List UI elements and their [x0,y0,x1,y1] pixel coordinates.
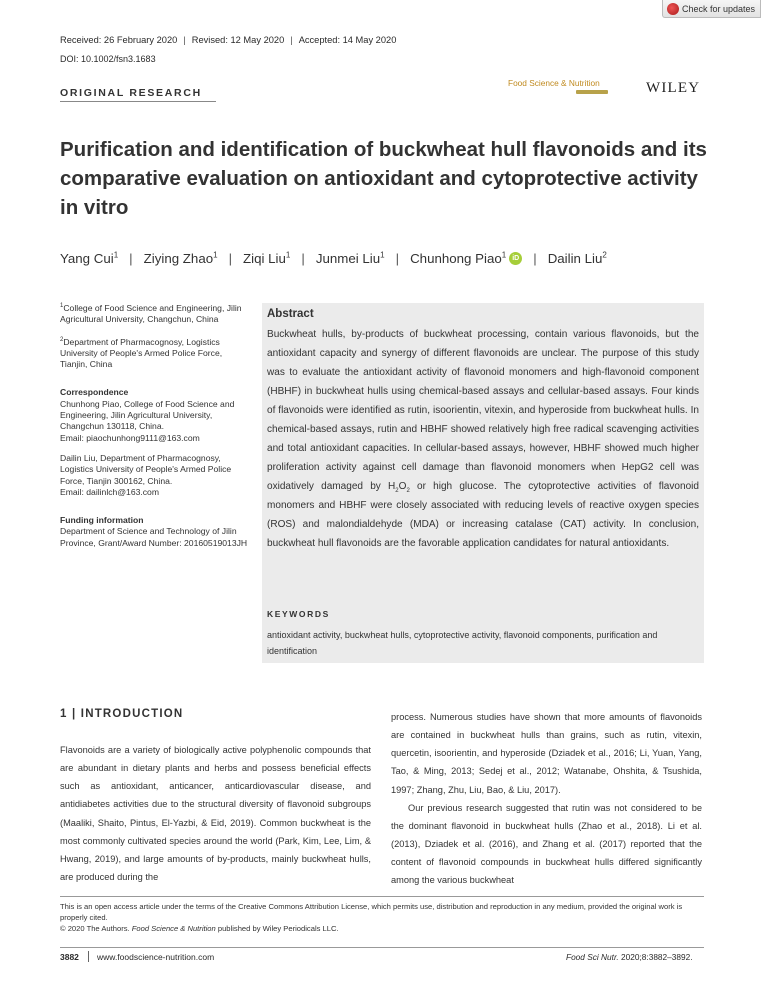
author: Ziying Zhao$^1$ [143,250,218,266]
keywords-text: antioxidant activity, buckwheat hulls, cytoprotective activity, flavonoid components, purification and identification [267,630,658,656]
section-label: ORIGINAL RESEARCH [60,87,202,99]
author-separator: | [228,251,233,266]
footer-separator [88,951,89,962]
keywords-heading: KEYWORDS [267,609,330,619]
citation: Food Sci Nutr. 2020;8:3882–3892. [566,952,693,962]
accepted-date: Accepted: 14 May 2020 [298,35,397,45]
abstract-heading: Abstract [267,308,314,320]
email-link[interactable]: Email: piaochunhong9111@163.com [60,432,200,443]
author-separator: | [129,251,133,266]
author: Ziqi Liu$^1$ [243,250,291,266]
body-column-right [391,708,702,890]
author: Chunhong Piao$^1$ [410,250,507,266]
author-separator: | [533,251,537,266]
email-link[interactable]: Email: dailinlch@163.com [60,486,160,497]
body-column-left [60,741,371,886]
funding-text: Department of Science and Technology of Jilin Province, Grant/Award Number: 20160519013JH [60,526,248,548]
paragraph: Flavonoids are a variety of biologically active polyphenolic compounds that are abundant in dietary plants and herbs and possess beneficial effects such as antioxidant, anticancer, anticardiovascular disease, and antidiabetes activities due to the structural diversity of flavonoid subgroups (Maaliki, Shaito, Pintus, El-Yazbi, & Eid, 2019). Common buckwheat is the most commonly cultivated species around the world (Park, Kim, Lee, Lim, & Hwang, 2019), and large amounts of by-products, mainly buckwheat hulls, are produced during the [60,745,371,883]
revised-date: Revised: 12 May 2020 [191,35,285,45]
correspondence-2: Dailin Liu, Department of Pharmacognosy, Logistics University of People's Armed Police Force, Tianjin 300162, China. Email: dailinlch@163.com [60,452,232,497]
orcid-icon[interactable]: iD [509,252,522,265]
doi: DOI: 10.1002/fsn3.1683 [60,54,156,64]
author-list [60,251,607,266]
article-title: Purification and identification of buckwheat hull flavonoids and its comparative evaluation on antioxidant and cytoprotective activity in vitro [60,138,707,219]
check-updates-label: Check for updates [682,3,756,14]
crossmark-icon [667,3,679,15]
author-info-column [60,303,250,560]
journal-name: Food Science & Nutrition [508,78,600,88]
correspondence-1: Chunhong Piao, College of Food Science and Engineering, Jilin Agricultural University, Changchun 130118, China. Email: piaochunhong9111@163.com [60,398,235,443]
funding-heading: Funding information [60,515,144,526]
page-number: 3882 [60,952,79,962]
author: Dailin Liu$^2$ [547,250,607,266]
paragraph: process. Numerous studies have shown that more amounts of flavonoids are contained in buckwheat hulls than grains, such as rutin, vitexin, quercetin, isoorientin, and hyperoside (Dziadek et al., 2016; Li, Yuan, Yang, Tao, & Ming, 2013; Sedej et al., 2012; Watanabe, Ohshita, & Tsushida, 1997; Zhang, Zhu, Liu, Bao, & Liu, 2017). [391,712,702,795]
publisher-logo: WILEY [646,80,701,96]
author: Junmei Liu$^1$ [315,250,385,266]
received-date: Received: 26 February 2020 [60,35,178,45]
date-separator: | [183,35,186,45]
author-separator: | [395,251,400,266]
affiliation-2: $^2$Department of Pharmacognosy, Logistics University of People's Armed Police Force, Tianjin, China [60,336,223,370]
paragraph: Our previous research suggested that rutin was not considered to be the dominant flavonoid in buckwheat hulls (Zhao et al., 2018). Li et al. (2013), Dziadek et al. (2016), and Zhang et al. (2017) reported that the content of flavonoid compounds in buckwheat hulls differed significantly among the various buckwheat [391,802,702,886]
open-access-badge [576,90,608,94]
license-notice [60,901,710,934]
license-text: This is an open access article under the terms of the Creative Commons Attribution License, which permits use, distribution and reproduction in any medium, provided the original work is properly cited. [60,902,683,922]
copyright-line: © 2020 The Authors. Food Science & Nutrition published by Wiley Periodicals LLC. [60,924,339,933]
introduction-heading: 1 | INTRODUCTION [60,708,184,720]
author: Yang Cui$^1$ [60,250,119,266]
affiliation-1: $^1$College of Food Science and Engineering, Jilin Agricultural University, Changchun, China [60,303,242,325]
section-label-rule [60,101,216,102]
abstract-text: Buckwheat hulls, by-products of buckwheat processing, contain various flavonoids, but the antioxidant capacity and synergy of different flavonoids are unclear. The purpose of this study was to evaluate the antioxidant activity of flavonoid monomers and high-flavonoid component (HBHF) in buckwheat hulls using chemical-based assays and cellular-based assays. Four kinds of flavonoids were identified as rutin, isoorientin, vitexin, and hyperoside from buckwheat hulls. In chemical-based assays, rutin and HBHF showed relatively high free radical scavenging activities and total antioxidant capacities. In cellular-based assays, however, HBHF showed much higher proliferation activity against cell damage than flavonoid monomers when HepG2 cell was oxidatively damaged by $H_2O_2$ or high glucose. The cytoprotective activities of flavonoid monomers and HBHF were closely associated with reducing levels of reactive oxygen species (ROS) and malondialdehyde (MDA) or increasing catalase (CAT) activity. In conclusion, buckwheat hull flavonoids are the favorable application candidates for natural antioxidants. [267,329,699,549]
author-separator: | [301,251,305,266]
footnote-rule [60,896,704,897]
correspondence-heading: Correspondence [60,387,129,398]
journal-website-link[interactable]: www.foodscience-nutrition.com [97,952,215,962]
article-dates [60,35,396,45]
footer-rule [60,947,704,948]
date-separator: | [290,35,293,45]
check-for-updates-button[interactable] [662,0,761,18]
